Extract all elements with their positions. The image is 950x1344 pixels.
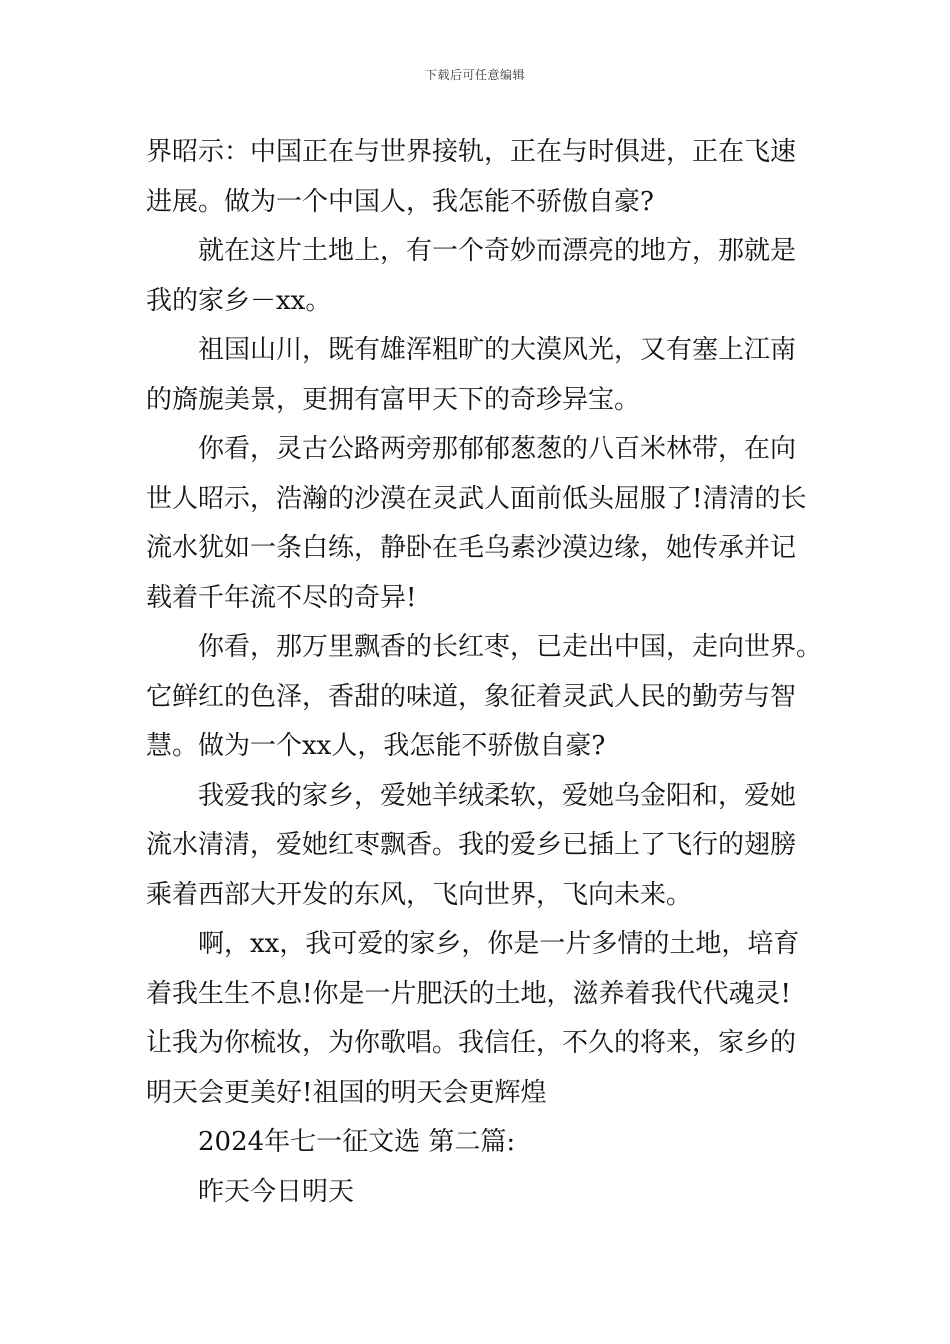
page-header: 下载后可任意编辑 (424, 68, 525, 82)
text-line: 的旖旎美景，更拥有富甲天下的奇珍异宝。 (146, 384, 641, 415)
text-line: 就在这片土地上，有一个奇妙而漂亮的地方，那就是 (198, 236, 797, 266)
text-line: 流水犹如一条白练，静卧在毛乌素沙漠边缘，她传承并记 (146, 533, 797, 563)
text-line: 流水清清，爱她红枣飘香。我的爱乡已插上了飞行的翅膀 (146, 830, 797, 860)
text-line: 它鲜红的色泽，香甜的味道，象征着灵武人民的勤劳与智 (146, 681, 797, 712)
text-line: 世人昭示，浩瀚的沙漠在灵武人面前低头屈服了!清清的长 (146, 483, 807, 514)
text-line: 乘着西部大开发的东风，飞向世界，飞向未来。 (146, 879, 693, 910)
text-line: 着我生生不息!你是一片肥沃的土地，滋养着我代代魂灵! (146, 978, 791, 1009)
text-line: 啊，xx，我可爱的家乡，你是一片多情的土地，培育 (198, 929, 800, 959)
text-line: 祖国山川，既有雄浑粗旷的大漠风光，又有塞上江南 (198, 335, 797, 365)
text-line: 进展。做为一个中国人，我怎能不骄傲自豪? (146, 186, 654, 217)
article-body (146, 128, 826, 1217)
text-line: 载着千年流不尽的奇异! (146, 582, 417, 613)
article-title: 昨天今日明天 (198, 1176, 355, 1207)
text-line: 你看，那万里飘香的长红枣，已走出中国，走向世界。 (198, 632, 823, 662)
text-line: 你看，灵古公路两旁那郁郁葱葱的八百米林带，在向 (198, 434, 797, 464)
text-line: 让我为你梳妆，为你歌唱。我信任，不久的将来，家乡的 (146, 1028, 797, 1058)
text-line: 明天会更美好!祖国的明天会更辉煌 (146, 1077, 547, 1108)
section-heading: 2024年七一征文选 第二篇: (198, 1127, 516, 1157)
text-line: 我爱我的家乡，爱她羊绒柔软，爱她乌金阳和，爱她 (198, 780, 797, 811)
text-line: 界昭示：中国正在与世界接轨，正在与时俱进，正在飞速 (146, 137, 797, 167)
text-line: 慧。做为一个xx人，我怎能不骄傲自豪? (146, 731, 606, 761)
text-line: 我的家乡－xx。 (146, 285, 332, 316)
